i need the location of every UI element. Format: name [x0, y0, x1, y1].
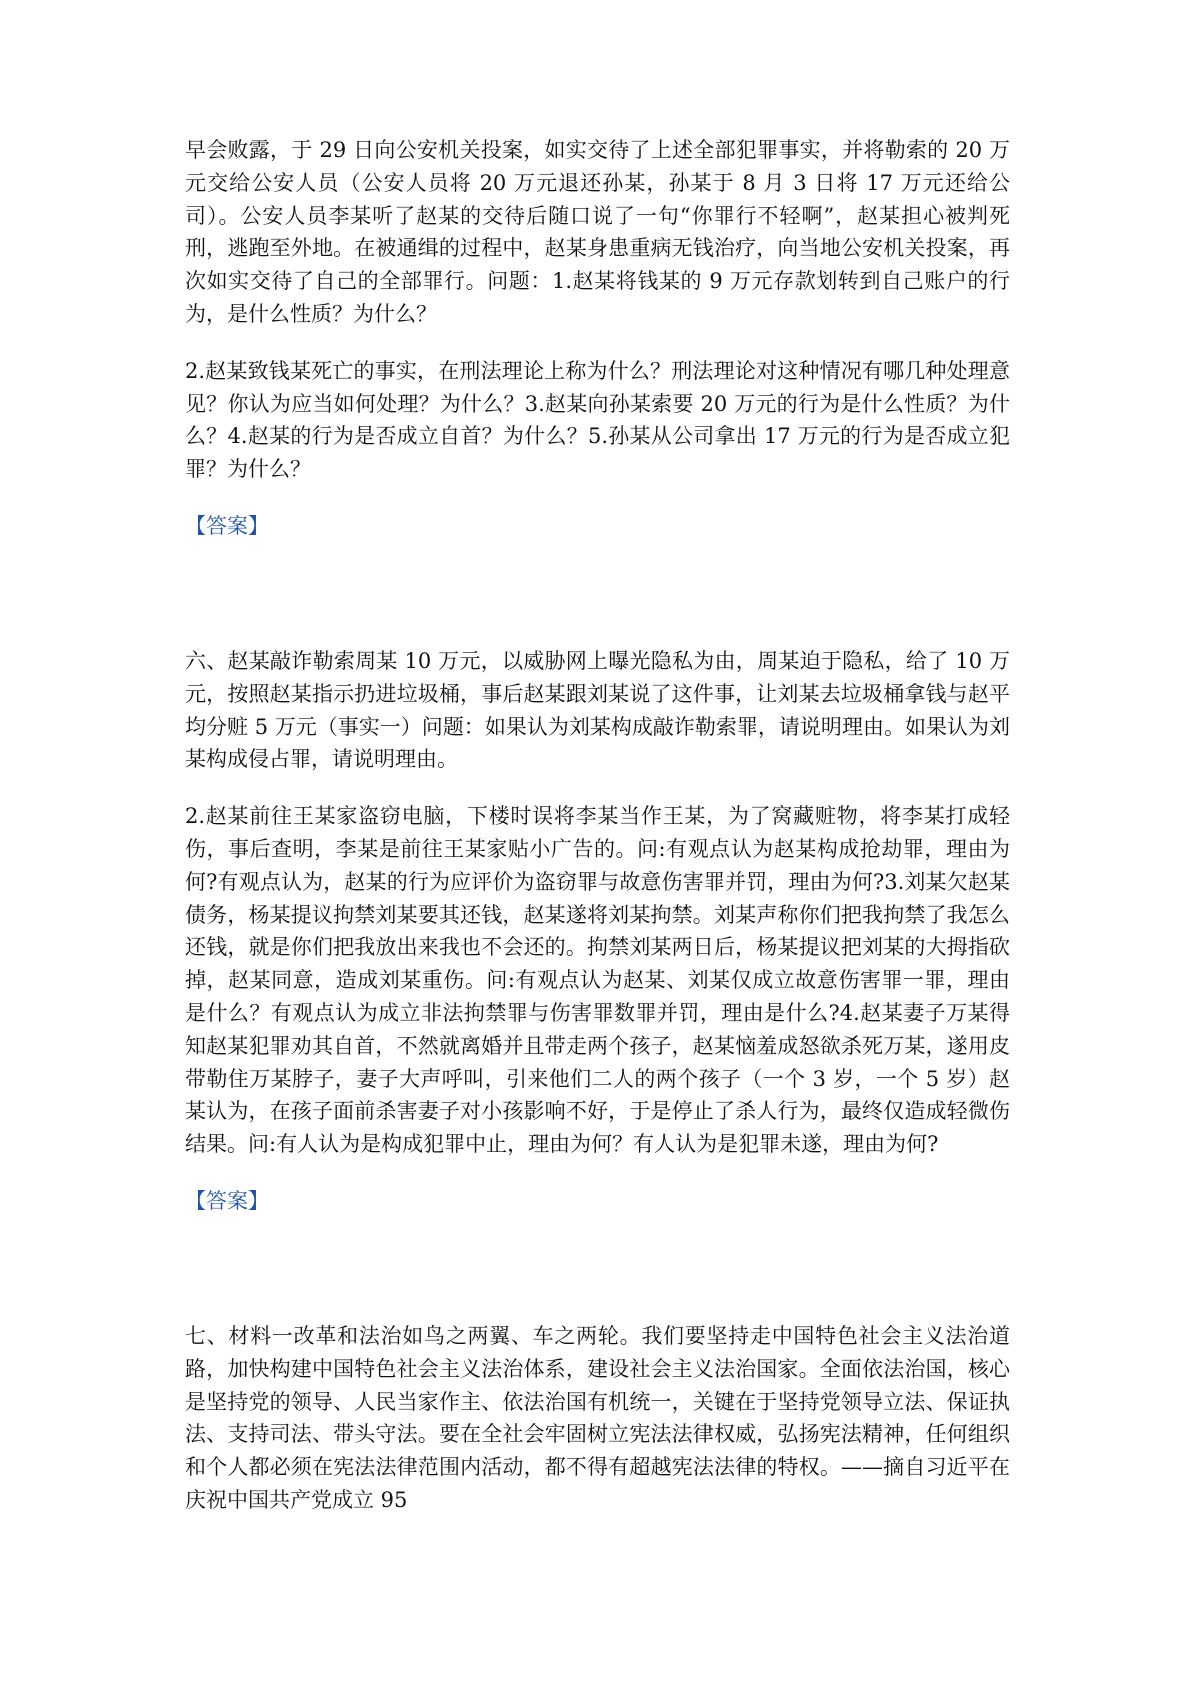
- section6-paragraph-1: 六、赵某敲诈勒索周某 10 万元，以威胁网上曝光隐私为由，周某迫于隐私，给了 10 万元，按照赵某指示扔进垃圾桶，事后赵某跟刘某说了这件事，让刘某去垃圾桶拿钱与赵平均分赃 5 万元（事实一）问题：如果认为刘某构成敲诈勒索罪，请说明理由。如果认为刘某构成侵占罪，请说明理由。: [185, 648, 1010, 772]
- paragraph-gap: [185, 1161, 1010, 1185]
- section5-paragraph-2: 2.赵某致钱某死亡的事实，在刑法理论上称为什么？刑法理论对这种情况有哪几种处理意见？你认为应当如何处理？为什么？3.赵某向孙某索要 20 万元的行为是什么性质？为什么？4.赵某的行为是否成立自首？为什么？5.孙某从公司拿出 17 万元的行为是否成立犯罪？为什么？: [185, 358, 1010, 482]
- section6-paragraph-2: 2.赵某前往王某家盗窃电脑，下楼时误将李某当作王某，为了窝藏赃物，将李某打成轻伤，事后查明，李某是前往王某家贴小广告的。问:有观点认为赵某构成抢劫罪，理由为何?有观点认为，赵某的行为应评价为盗窃罪与故意伤害罪并罚，理由为何?3.刘某欠赵某债务，杨某提议拘禁刘某要其还钱，赵某遂将刘某拘禁。刘某声称你们把我拘禁了我怎么还钱，就是你们把我放出来我也不会还的。拘禁刘某两日后，杨某提议把刘某的大拇指砍掉，赵某同意，造成刘某重伤。问:有观点认为赵某、刘某仅成立故意伤害罪一罪，理由是什么？有观点认为成立非法拘禁罪与伤害罪数罪并罚，理由是什么?4.赵某妻子万某得知赵某犯罪劝其自首，不然就离婚并且带走两个孩子，赵某恼羞成怒欲杀死万某，遂用皮带勒住万某脖子，妻子大声呼叫，引来他们二人的两个孩子（一个 3 岁，一个 5 岁）赵某认为，在孩子面前杀害妻子对小孩影响不好，于是停止了杀人行为，最终仅造成轻微伤结果。问:有人认为是构成犯罪中止，理由为何？有人认为是犯罪未遂，理由为何?: [185, 804, 1010, 1157]
- section-gap: [185, 1217, 1010, 1320]
- section5-paragraph-1: 早会败露，于 29 日向公安机关投案，如实交待了上述全部犯罪事实，并将勒索的 20 万元交给公安人员（公安人员将 20 万元退还孙某，孙某于 8 月 3 日将 17 万元还给公司）。公安人员李某听了赵某的交待后随口说了一句“你罪行不轻啊”，赵某担心被判死刑，逃跑至外地。在被通缉的过程中，赵某身患重病无钱治疗，向当地公安机关投案，再次如实交待了自己的全部罪行。问题：1.赵某将钱某的 9 万元存款划转到自己账户的行为，是什么性质？为什么？: [185, 138, 1010, 326]
- section6-answer-label: 【答案】: [185, 1188, 269, 1213]
- section7-paragraph-1: 七、材料一改革和法治如鸟之两翼、车之两轮。我们要坚持走中国特色社会主义法治道路，加快构建中国特色社会主义法治体系，建设社会主义法治国家。全面依法治国，核心是坚持党的领导、人民当家作主、依法治国有机统一，关键在于坚持党领导立法、保证执法、支持司法、带头守法。要在全社会牢固树立宪法法律权威，弘扬宪法精神，任何组织和个人都必须在宪法法律范围内活动，都不得有超越宪法法律的特权。——摘自习近平在庆祝中国共产党成立 95: [185, 1323, 1010, 1512]
- paragraph-gap: [185, 776, 1010, 800]
- paragraph-gap: [185, 331, 1010, 355]
- section5-answer-label: 【答案】: [185, 513, 269, 538]
- paragraph-gap: [185, 486, 1010, 510]
- document-page: [185, 134, 1010, 1517]
- section-gap: [185, 542, 1010, 645]
